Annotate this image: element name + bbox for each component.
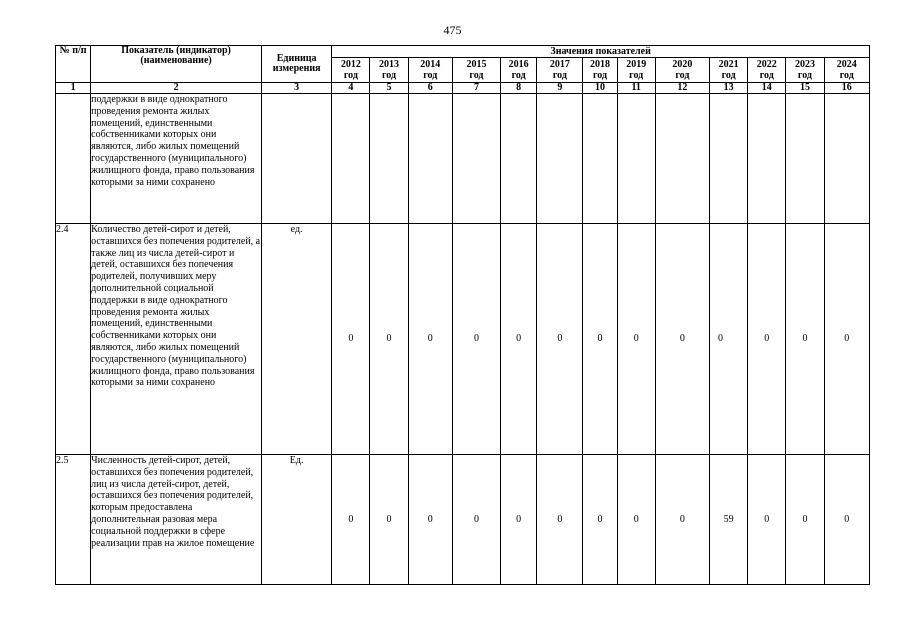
indicator-name: поддержки в виде однократного проведения ремонта жилых помещений, единственными собственниками которых они являются, либо жилых помещений государственного (муниципального) жилищного фонда, право пользования которыми за ними сохранено [91,94,262,224]
column-number: 3 [261,83,331,94]
indicator-name: Численность детей-сирот, детей, оставшихся без попечения родителей, лиц из числа детей-сирот, детей, оставшихся без попечения родителей, которым предоставлена дополнительная разовая мера социальной поддержки в сфере реализации прав на жилое помещение [91,455,262,585]
indicator-unit: ед. [261,224,331,455]
column-number: 5 [370,83,408,94]
indicators-table [55,45,870,585]
header-year [583,58,617,83]
header-year [452,58,500,83]
header-year [537,58,583,83]
year-word: год [797,70,812,81]
header-unit: Единица измерения [261,46,331,83]
value-cell [786,94,824,224]
value-cell: 0 [655,455,709,585]
header-year [332,58,370,83]
value-cell [408,94,452,224]
indicator-unit [261,94,331,224]
table-row [56,224,870,455]
year-word: год [511,70,526,81]
header-year [655,58,709,83]
year-number: 2018 [590,59,611,70]
column-number: 12 [655,83,709,94]
value-cell [501,94,537,224]
column-number: 1 [56,83,91,94]
indicator-unit: Ед. [261,455,331,585]
column-number: 8 [501,83,537,94]
column-number: 4 [332,83,370,94]
value-cell [617,94,655,224]
value-cell [370,94,408,224]
year-number: 2016 [508,59,529,70]
value-cell: 0 [537,224,583,455]
value-cell: 0 [452,455,500,585]
year-word: год [675,70,690,81]
value-cell [452,94,500,224]
value-cell [710,94,748,224]
header-year [748,58,786,83]
indicator-name: Количество детей-сирот и детей, оставшихся без попечения родителей, а также лиц из числа детей-сирот и детей, оставшихся без попечения родителей, получивших меру дополнительной социальной поддержки в виде однократного проведения ремонта жилых помещений, единственными собственниками которых они являются, либо жилых помещений государственного (муниципального) жилищного фонда, право пользования которыми за ними сохранено [91,224,262,455]
year-word: год [423,70,438,81]
column-number: 2 [91,83,262,94]
value-cell: 0 [583,224,617,455]
value-cell: 0 [332,455,370,585]
column-number: 9 [537,83,583,94]
column-number: 11 [617,83,655,94]
year-word: год [552,70,567,81]
value-cell: 0 [617,224,655,455]
value-cell: 0 [655,224,709,455]
value-cell [332,94,370,224]
row-number [56,94,91,224]
value-cell: 0 [332,224,370,455]
value-cell: 0 [370,224,408,455]
column-number: 15 [786,83,824,94]
header-year [617,58,655,83]
value-cell: 0 [710,224,748,455]
value-cell: 0 [537,455,583,585]
value-cell: 0 [370,455,408,585]
value-cell: 0 [824,224,869,455]
year-word: год [593,70,608,81]
value-cell: 0 [786,224,824,455]
header-year [408,58,452,83]
year-word: год [343,70,358,81]
column-number: 10 [583,83,617,94]
year-number: 2017 [549,59,570,70]
value-cell [537,94,583,224]
header-num: № п/п [56,46,91,83]
year-word: год [759,70,774,81]
year-number: 2014 [420,59,441,70]
year-word: год [382,70,397,81]
year-word: год [721,70,736,81]
header-year [824,58,869,83]
header-year [370,58,408,83]
value-cell [583,94,617,224]
value-cell: 0 [617,455,655,585]
header-values-group: Значения показателей [332,46,870,58]
value-cell: 0 [501,224,537,455]
year-word: год [839,70,854,81]
row-number: 2.4 [56,224,91,455]
header-year [501,58,537,83]
year-word: год [469,70,484,81]
header-indicator: Показатель (индикатор) (наименование) [91,46,262,83]
column-number: 14 [748,83,786,94]
column-number: 16 [824,83,869,94]
year-number: 2022 [756,59,777,70]
year-number: 2023 [794,59,815,70]
column-number: 6 [408,83,452,94]
year-number: 2024 [836,59,857,70]
header-year [786,58,824,83]
value-cell: 59 [710,455,748,585]
value-cell: 0 [501,455,537,585]
year-number: 2021 [718,59,739,70]
row-number: 2.5 [56,455,91,585]
table-row [56,94,870,224]
year-word: год [629,70,644,81]
column-number: 7 [452,83,500,94]
column-number: 13 [710,83,748,94]
table-row [56,455,870,585]
year-number: 2019 [626,59,647,70]
value-cell [655,94,709,224]
value-cell: 0 [786,455,824,585]
value-cell: 0 [452,224,500,455]
year-number: 2015 [466,59,487,70]
year-number: 2020 [672,59,693,70]
value-cell [748,94,786,224]
header-year [710,58,748,83]
value-cell: 0 [408,224,452,455]
value-cell: 0 [748,224,786,455]
value-cell: 0 [408,455,452,585]
value-cell: 0 [748,455,786,585]
year-number: 2013 [379,59,400,70]
value-cell: 0 [583,455,617,585]
year-number: 2012 [340,59,361,70]
value-cell [824,94,869,224]
page-number: 475 [443,23,462,37]
value-cell: 0 [824,455,869,585]
